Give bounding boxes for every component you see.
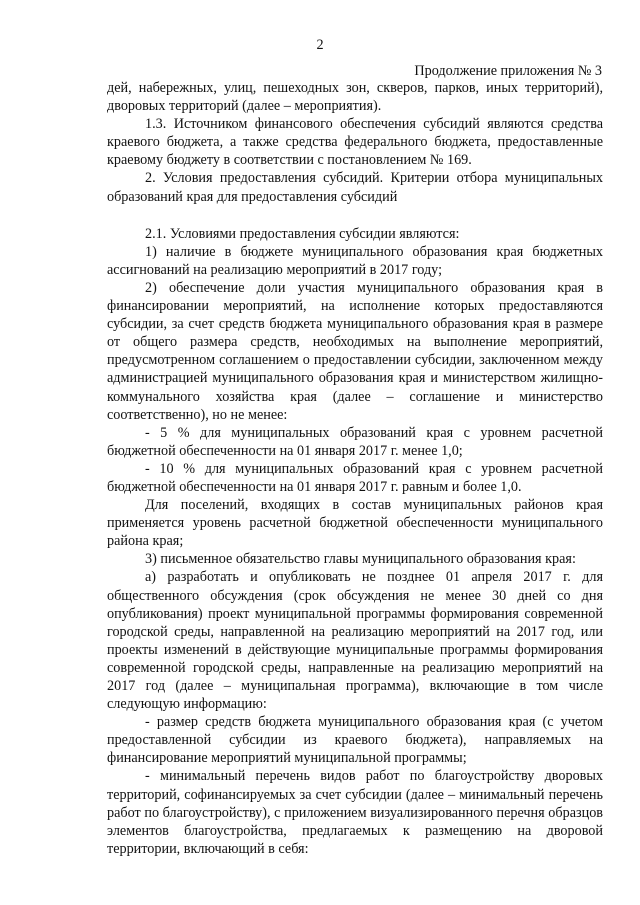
condition-2: 2) обеспечение доли участия муниципального образования края в финансировании мероприятий, на исполнение которых предоставляются субсидии, за счет средств бюджета муниципального образования края в размере от общего размера средств, необходимых на выполнение мероприятий, предусмотренном соглашением о предоставлении субсидии, заключенном между администрацией муниципального образования края и министерством жилищно-коммунального хозяйства края (далее – соглашение и министерство соответственно), но не менее: — [107, 279, 603, 423]
paragraph-2-1: 2.1. Условиями предоставления субсидии являются: — [145, 225, 460, 242]
program-info-minimal-works: - минимальный перечень видов работ по благоустройству дворовых территорий, софинансируемых за счет субсидии (далее – минимальный перечень работ по благоустройству), с приложением визуализированного перечня образцов элементов благоустройства, предлагаемых к размещению на дворовой территории, включающий в себя: — [107, 768, 603, 857]
paragraph-1-3: 1.3. Источником финансового обеспечения субсидий являются средства краевого бюджета, а также средства федерального бюджета, предоставленные краевому бюджету в соответствии с постановлением № 169. — [107, 116, 603, 169]
paragraph-spacer — [107, 206, 603, 225]
condition-1: 1) наличие в бюджете муниципального образования края бюджетных ассигнований на реализацию мероприятий в 2017 году; — [107, 243, 603, 278]
condition-3: 3) письменное обязательство главы муниципального образования края: — [145, 551, 576, 568]
condition-3-item-a: а) разработать и опубликовать не позднее 01 апреля 2017 г. для общественного обсуждения (срок обсуждения не менее 30 дней со дня опубликования) проект муниципальной программы формирования современной городской среды, направленной на реализацию мероприятий на 2017 год, или проекты изменений в действующие муниципальные программы формирования современной городской среды, направленные на реализацию мероприятий на 2017 год (далее – муниципальная программа), включающие в том числе следующую информацию: — [107, 569, 603, 713]
settlements-note: Для поселений, входящих в состав муниципальных районов края применяется уровень расчетной бюджетной обеспеченности муниципального района края; — [107, 497, 603, 550]
page-number: 2 — [316, 37, 324, 53]
paragraph-continuation: дей, набережных, улиц, пешеходных зон, скверов, парков, иных территорий), дворовых территорий (далее – мероприятия). — [107, 80, 603, 115]
program-info-budget: - размер средств бюджета муниципального образования края (с учетом предоставленной субсидии из краевого бюджета), направляемых на финансирование мероприятий муниципальной программы; — [107, 714, 603, 767]
condition-2-item-10-percent: - 10 % для муниципальных образований края с уровнем расчетной бюджетной обеспеченности на 01 января 2017 г. равным и более 1,0. — [107, 460, 603, 495]
section-2-heading: 2. Условия предоставления субсидий. Критерии отбора муниципальных образований края для предоставления субсидий — [107, 170, 603, 205]
document-body — [107, 79, 603, 858]
appendix-continuation-note: Продолжение приложения № 3 — [414, 63, 602, 79]
condition-2-item-5-percent: - 5 % для муниципальных образований края с уровнем расчетной бюджетной обеспеченности на 01 января 2017 г. менее 1,0; — [107, 424, 603, 459]
